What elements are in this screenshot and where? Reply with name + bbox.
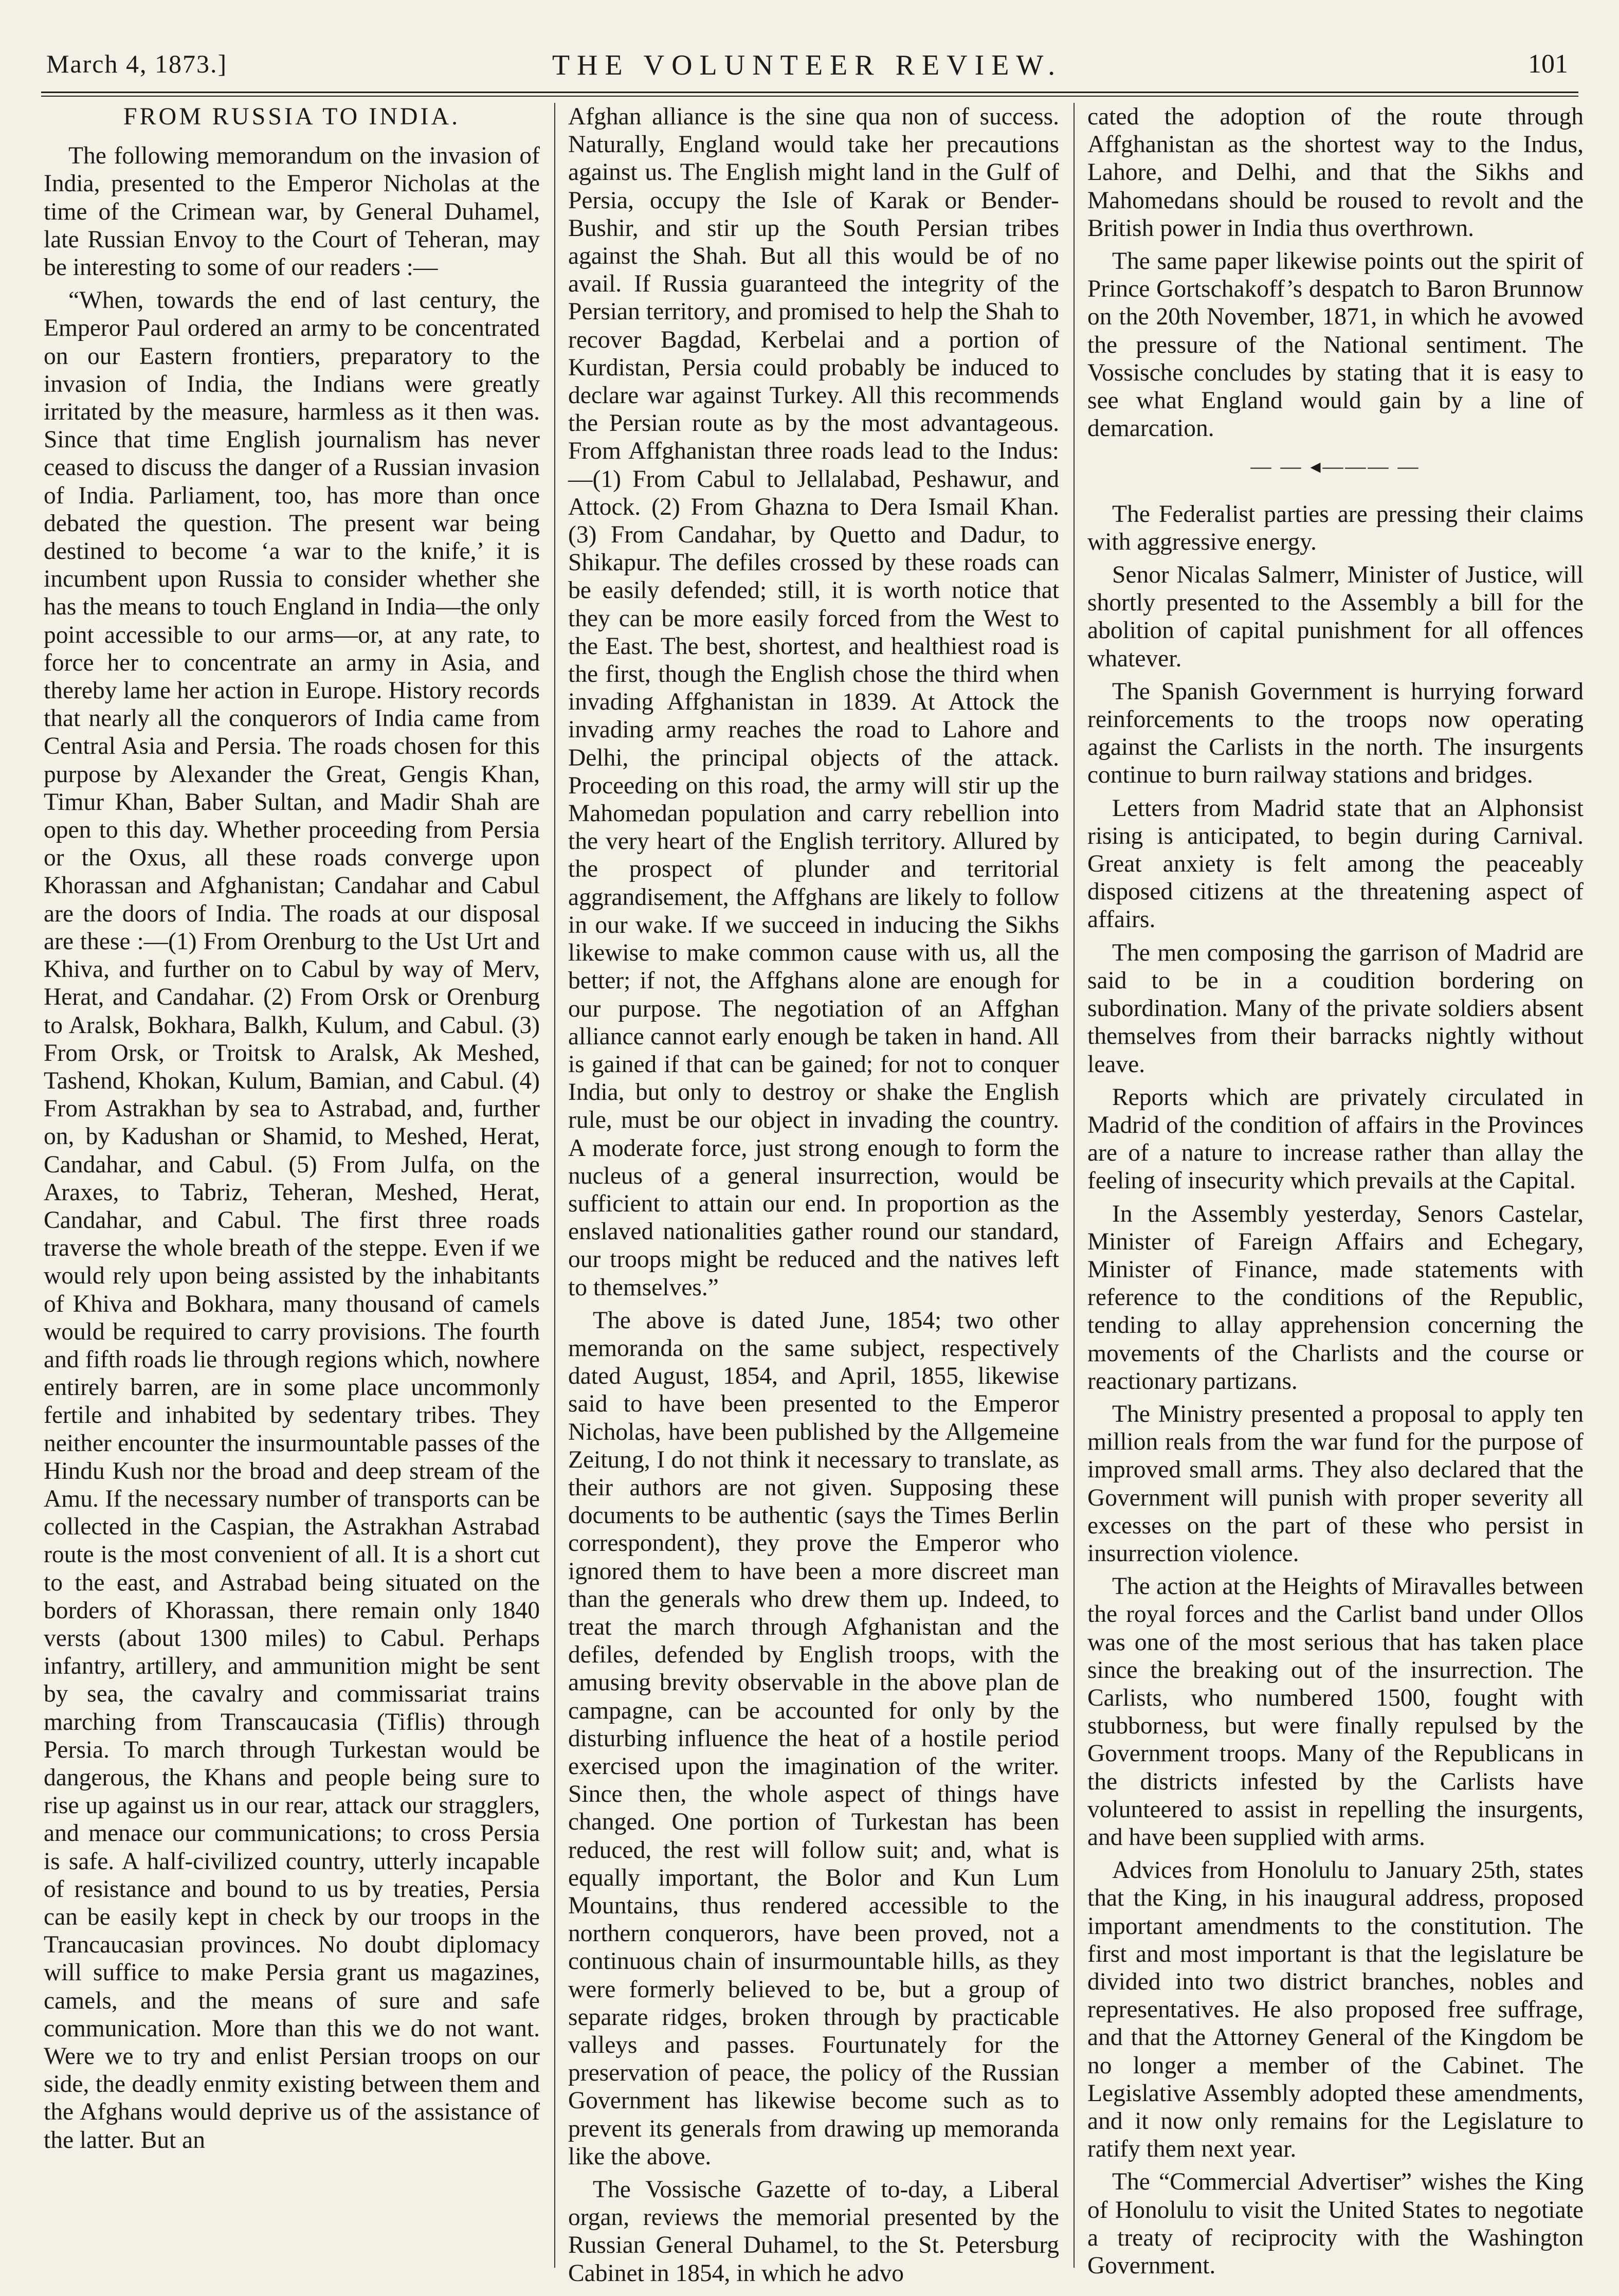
news-item: The Federalist parties are pressing their claims with aggressive energy. bbox=[1087, 500, 1584, 555]
header-rule-thin bbox=[41, 96, 1578, 97]
news-item: Letters from Madrid state that an Alphonsist rising is anticipated, to begin during Carnival. Great anxiety is felt among the peaceably disposed citizens at the threatening aspect of affairs. bbox=[1087, 794, 1584, 933]
news-item: The Spanish Government is hurrying forward reinforcements to the troops now operating against the Carlists in the north. The insurgents continue to burn railway stations and bridges. bbox=[1087, 678, 1584, 789]
page-number: 101 bbox=[1528, 49, 1568, 79]
publication-title: THE VOLUNTEER REVIEW. bbox=[552, 49, 1063, 81]
news-item: The “Commercial Advertiser” wishes the King of Honolulu to visit the United States to negotiate a treaty of reciprocity with the Washington Government. bbox=[1087, 2168, 1584, 2280]
article-heading: FROM RUSSIA TO INDIA. bbox=[123, 103, 461, 130]
news-list bbox=[1087, 500, 1584, 2280]
news-item: The men composing the garrison of Madrid are said to be in a coudition bordering on subordination. Many of the private soldiers absent themselves from their barracks nightly without leave. bbox=[1087, 939, 1584, 1078]
header-rule bbox=[41, 92, 1578, 93]
news-item: The Ministry presented a proposal to apply ten million reals from the war fund for the purpose of improved small arms. They also declared that the Government will punish with proper severity all excesses on the part of these who persist in insurrection violence. bbox=[1087, 1400, 1584, 1567]
section-separator: — — ◂——— — bbox=[1250, 455, 1421, 478]
article-paragraph: The Vossische Gazette of to-day, a Liberal organ, reviews the memorial presented by the Russian General Duhamel, to the St. Petersburg Cabinet in 1854, in which he advo bbox=[568, 2176, 1059, 2287]
column-2 bbox=[568, 103, 1059, 2287]
article-paragraph: The following memorandum on the invasion of India, presented to the Emperor Nicholas at the time of the Crimean war, by General Duhamel, late Russian Envoy to the Court of Teheran, may be interesting to some of our readers :— bbox=[44, 142, 540, 281]
article-paragraph: cated the adoption of the route through Affghanistan as the shortest way to the Indus, Lahore, and Delhi, and that the Sikhs and Mahomedans should be roused to revolt and the British power in India thus overthrown. bbox=[1087, 103, 1584, 242]
news-item: Senor Nicalas Salmerr, Minister of Justice, will shortly presented to the Assembly a bill for the abolition of capital punishment for all offences whatever. bbox=[1087, 562, 1584, 672]
column-1 bbox=[44, 103, 540, 2257]
news-item: The action at the Heights of Miravalles between the royal forces and the Carlist band under Ollos was one of the most serious that has taken place since the breaking out of the insurrection. The Carlists, who numbered 1500, fought with stubborness, but were finally repulsed by the Government troops. Many of the Republicans in the districts infested by the Carlists have volunteered to assist in repelling the insurgents, and have been supplied with arms. bbox=[1087, 1573, 1584, 1851]
article-paragraph: Afghan alliance is the sine qua non of success. Naturally, England would take her precautions against us. The English might land in the Gulf of Persia, occupy the Isle of Karak or Bender-Bushir, and stir up the South Persian tribes against the Shah. But all this would be of no avail. If Russia guaranteed the integrity of the Persian territory, and promised to help the Shah to recover Bagdad, Kerbelai and a portion of Kurdistan, Persia could probably be induced to declare war against Turkey. All this recommends the Persian route as by the most advantageous. From Affghanistan three roads lead to the Indus:—(1) From Cabul to Jellalabad, Peshawur, and Attock. (2) From Ghazna to Dera Ismail Khan. (3) From Candahar, by Quetto and Dadur, to Shikapur. The defiles crossed by these roads can be easily defended; still, it is worth notice that they can be more easily forced from the West to the East. The best, shortest, and healthiest road is the first, though the English chose the third when invading Affghanistan in 1839. At Attock the invading army reaches the road to Lahore and Delhi, the principal objects of the attack. Proceeding on this road, the army will stir up the Mahomedan population and carry rebellion into the very heart of the English territory. Allured by the prospect of plunder and territorial aggrandisement, the Affghans are likely to follow in our wake. If we succeed in inducing the Sikhs likewise to make common cause with us, all the better; if not, the Affghans alone are enough for our purpose. The negotiation of an Affghan alliance cannot early enough be taken in hand. All is gained if that can be gained; for not to conquer India, but only to destroy or shake the English rule, must be our object in invading the country. A moderate force, just strong enough to form the nucleus of a general insurrection, would be sufficient to attain our end. In proportion as the enslaved nationalities gather round our standard, our troops might be reduced and the natives left to themselves.” bbox=[568, 103, 1059, 1301]
news-item: In the Assembly yesterday, Senors Castelar, Minister of Fareign Affairs and Echegary, Minister of Finance, made statements with reference to the conditions of the Republic, tending to allay apprehension concerning the movements of the Charlists and the course or reactionary partizans. bbox=[1087, 1200, 1584, 1395]
article-paragraph: The above is dated June, 1854; two other memoranda on the same subject, respectively dated August, 1854, and April, 1855, likewise said to have been presented to the Emperor Nicholas, have been published by the Allgemeine Zeitung, I do not think it necessary to translate, as their authors are not given. Supposing these documents to be authentic (says the Times Berlin correspondent), they prove the Emperor who ignored them to have been a more discreet man than the generals who drew them up. Indeed, to treat the march through Afghanistan and the defiles, defended by English troops, with the amusing brevity observable in the above plan de campagne, can be accounted for only by the disturbing influence the heat of a hostile period exercised upon the imagination of the writer. Since then, the whole aspect of things have changed. One portion of Turkestan has been reduced, the rest will follow suit; and, what is equally important, the Bolor and Kun Lum Mountains, thus rendered accessible to the northern conquerors, have been proved, not a continuous chain of insurmountable hills, as they were formerly believed to be, but a group of separate ridges, broken through by practicable valleys and passes. Fourtunately for the preservation of peace, the policy of the Russian Government has likewise become such as to prevent its generals from drawing up memoranda like the above. bbox=[568, 1307, 1059, 2170]
news-item: Reports which are privately circulated in Madrid of the condition of affairs in the Provinces are of a nature to increase rather than allay the feeling of insecurity which prevails at the Capital. bbox=[1087, 1083, 1584, 1195]
news-item: Advices from Honolulu to January 25th, states that the King, in his inaugural address, proposed important amendments to the constitution. The first and most important is that the legislature be divided into two district branches, nobles and representatives. He also proposed free suffrage, and that the Attorney General of the Kingdom be no longer a member of the Cabinet. The Legislative Assembly adopted these amendments, and it now only remains for the Legislature to ratify them next year. bbox=[1087, 1857, 1584, 2163]
column-3 bbox=[1087, 103, 1584, 2280]
column-rule bbox=[554, 103, 555, 2268]
article-paragraph: The same paper likewise points out the spirit of Prince Gortschakoff’s despatch to Baron Brunnow on the 20th November, 1871, in which he avowed the pressure of the National sentiment. The Vossische concludes by stating that it is easy to see what England would gain by a line of demarcation. bbox=[1087, 248, 1584, 442]
article-paragraph: “When, towards the end of last century, the Emperor Paul ordered an army to be concentrated on our Eastern frontiers, preparatory to the invasion of India, the Indians were greatly irritated by the measure, harmless as it then was. Since that time English journalism has never ceased to discuss the danger of a Russian invasion of India. Parliament, too, has more than once debated the question. The present war being destined to become ‘a war to the knife,’ it is incumbent upon Russia to consider whether she has the means to touch England in India—the only point accessible to our arms—or, at any rate, to force her to concentrate an army in Asia, and thereby lame her action in Europe. History records that nearly all the conquerors of India came from Central Asia and Persia. The roads chosen for this purpose by Alexander the Great, Gengis Khan, Timur Khan, Baber Sultan, and Madir Shah are open to this day. Whether proceeding from Persia or the Oxus, all these roads converge upon Khorassan and Afghanistan; Candahar and Cabul are the doors of India. The roads at our disposal are these :—(1) From Orenburg to the Ust Urt and Khiva, and further on to Cabul by way of Merv, Herat, and Candahar. (2) From Orsk or Orenburg to Aralsk, Bokhara, Balkh, Kulum, and Cabul. (3) From Orsk, or Troitsk to Aralsk, Ak Meshed, Tashend, Khokan, Kulum, Bamian, and Cabul. (4) From Astrakhan by sea to Astrabad, and, further on, by Kadushan or Shamid, to Meshed, Herat, Candahar, and Cabul. (5) From Julfa, on the Araxes, to Tabriz, Teheran, Meshed, Herat, Candahar, and Cabul. The first three roads traverse the whole breath of the steppe. Even if we would rely upon being assisted by the inhabitants of Khiva and Bokhara, many thousand of camels would be required to carry provisions. The fourth and fifth roads lie through regions which, nowhere entirely barren, are in some place uncommonly fertile and inhabited by sedentary tribes. They neither encounter the insurmountable passes of the Hindu Kush nor the broad and deep stream of the Amu. If the necessary number of transports can be collected in the Caspian, the Astrakhan Astrabad route is the most convenient of all. It is a short cut to the east, and Astrabad being situated on the borders of Khorassan, there remain only 1840 versts (about 1300 miles) to Cabul. Perhaps infantry, artillery, and ammunition might be sent by sea, the cavalry and commissariat trains marching from Transcaucasia (Tiflis) through Persia. To march through Turkestan would be dangerous, the Khans and people being sure to rise up against us in our rear, attack our stragglers, and menace our communications; to cross Persia is safe. A half-civilized country, utterly incapable of resistance and bound to us by treaties, Persia can be easily kept in check by our troops in the Trancaucasian provinces. No doubt diplomacy will suffice to make Persia grant us magazines, camels, and the means of sure and safe communication. More than this we do not want. Were we to try and enlist Persian troops on our side, the deadly enmity existing between them and the Afghans would deprive us of the assistance of the latter. But an bbox=[44, 287, 540, 2154]
issue-date: March 4, 1873.] bbox=[46, 49, 228, 78]
page-header bbox=[46, 49, 1568, 90]
column-rule bbox=[1074, 103, 1075, 2268]
